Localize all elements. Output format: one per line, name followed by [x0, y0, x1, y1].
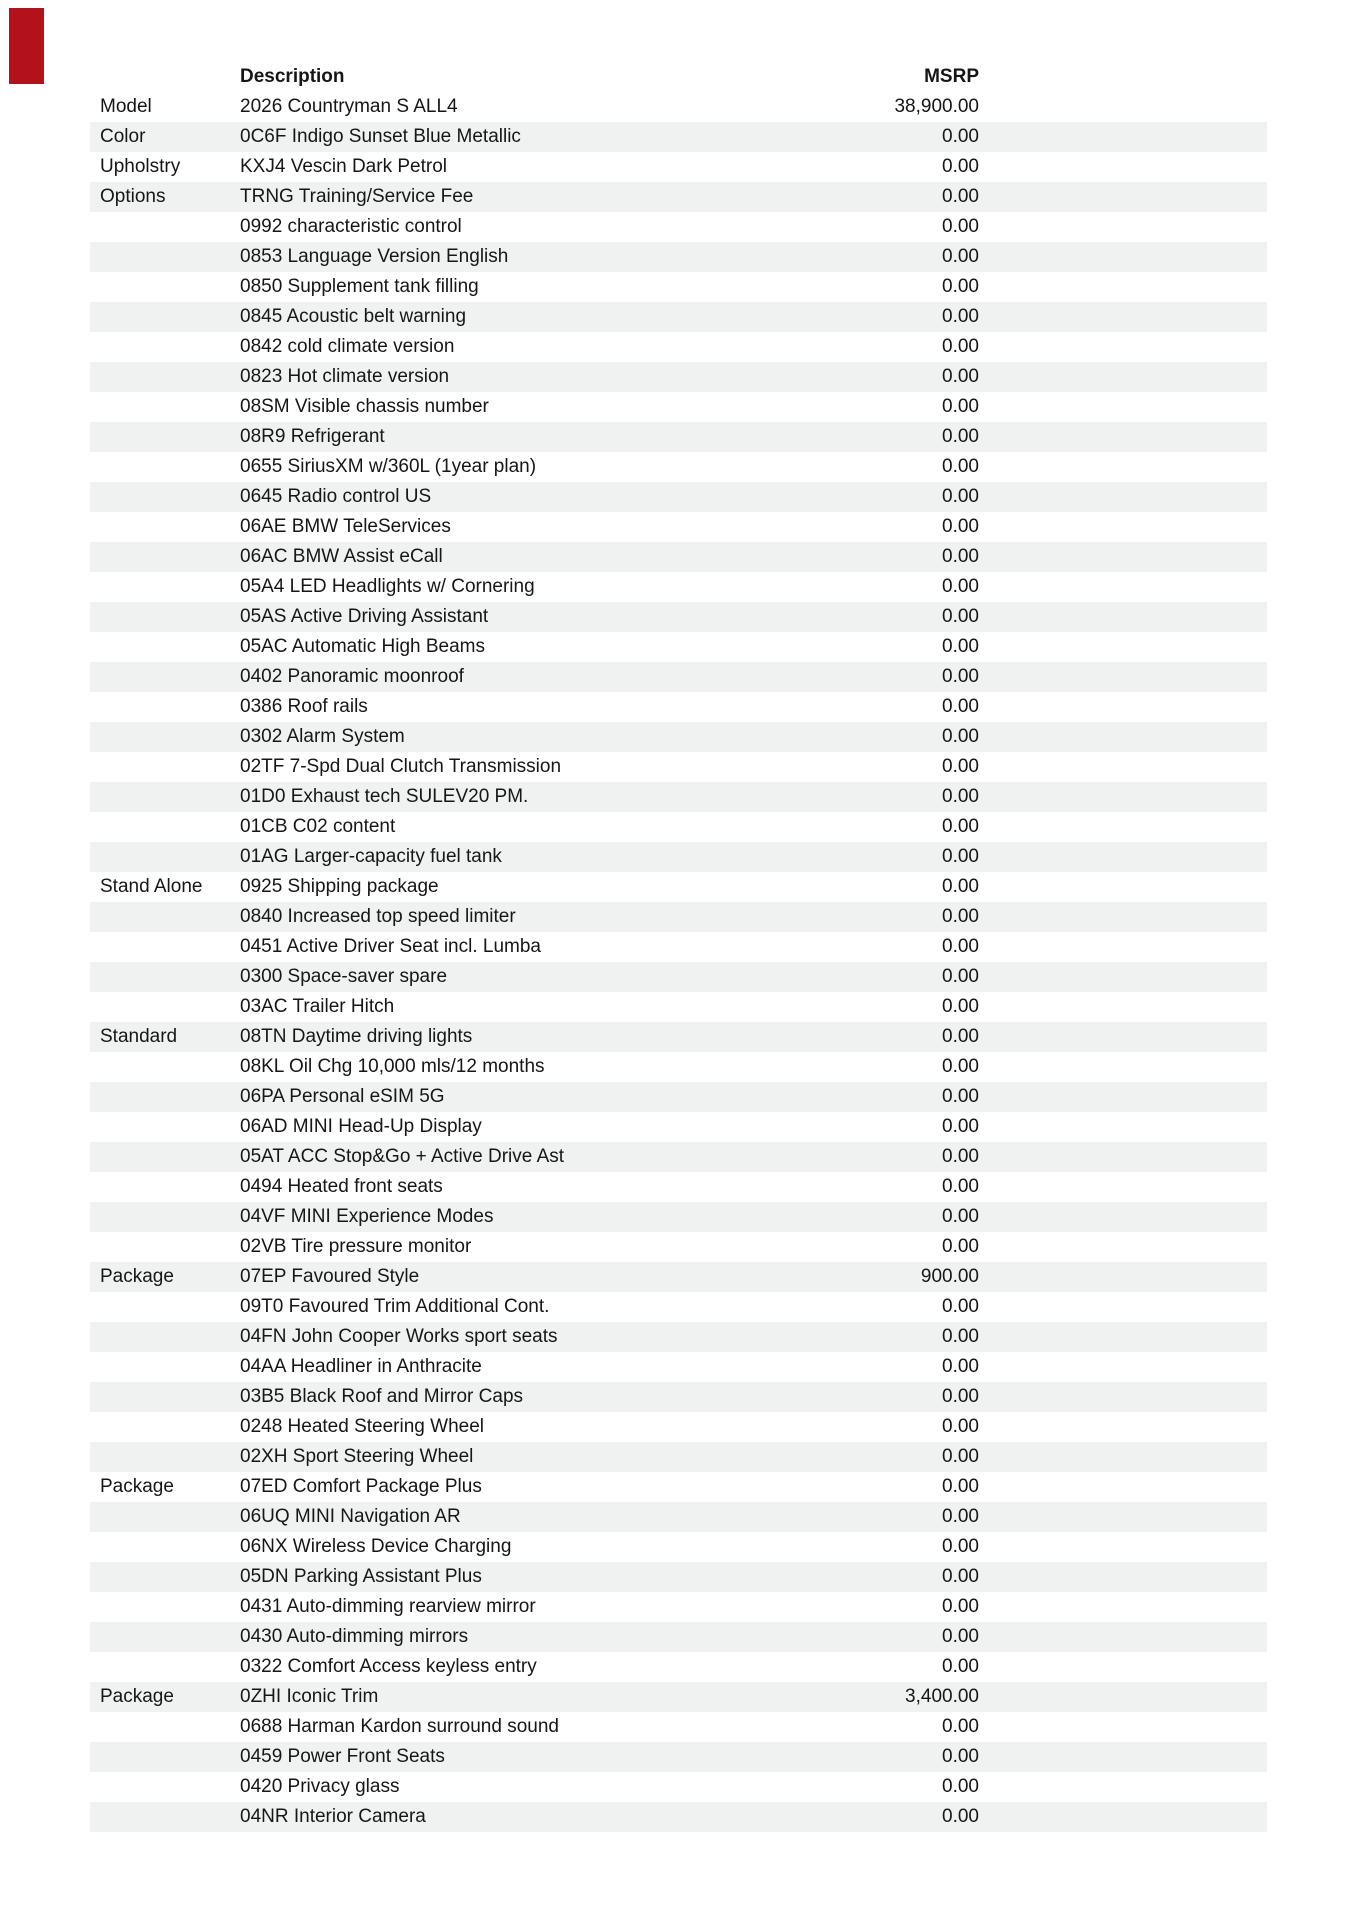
row-description: 0431 Auto-dimming rearview mirror [240, 1596, 536, 1617]
row-msrp-value: 0.00 [942, 1476, 979, 1497]
row-msrp-value: 900.00 [920, 1266, 979, 1287]
table-row [90, 632, 1267, 662]
table-row [90, 1442, 1267, 1472]
row-description: 0C6F Indigo Sunset Blue Metallic [240, 126, 521, 147]
row-description: 02VB Tire pressure monitor [240, 1236, 472, 1257]
row-msrp-value: 0.00 [942, 1536, 979, 1557]
table-row [90, 752, 1267, 782]
table-row [90, 932, 1267, 962]
msrp-column-header: MSRP [924, 66, 979, 87]
row-category-label: Standard [100, 1026, 178, 1047]
row-category-label: Package [100, 1686, 174, 1707]
table-row [90, 362, 1267, 392]
table-row [90, 1052, 1267, 1082]
row-description: 01D0 Exhaust tech SULEV20 PM. [240, 786, 529, 807]
redaction-box [9, 8, 44, 84]
row-description: 03AC Trailer Hitch [240, 996, 395, 1017]
table-row [90, 572, 1267, 602]
table-row [90, 1772, 1267, 1802]
row-msrp-value: 0.00 [942, 666, 979, 687]
table-body [90, 92, 1267, 1832]
row-msrp-value: 0.00 [942, 1416, 979, 1437]
row-description: 0420 Privacy glass [240, 1776, 400, 1797]
row-msrp-value: 38,900.00 [894, 96, 979, 117]
row-description: 05AC Automatic High Beams [240, 636, 486, 657]
row-msrp-value: 0.00 [942, 846, 979, 867]
row-msrp-value: 0.00 [942, 786, 979, 807]
description-column-header: Description [240, 66, 345, 87]
table-row [90, 962, 1267, 992]
table-row [90, 1352, 1267, 1382]
row-description: 0853 Language Version English [240, 246, 509, 267]
row-description: 02XH Sport Steering Wheel [240, 1446, 474, 1467]
table-row [90, 542, 1267, 572]
row-msrp-value: 0.00 [942, 1026, 979, 1047]
row-description: 05A4 LED Headlights w/ Cornering [240, 576, 535, 597]
row-description: 0925 Shipping package [240, 876, 439, 897]
table-row [90, 1622, 1267, 1652]
row-description: 2026 Countryman S ALL4 [240, 96, 458, 117]
row-msrp-value: 0.00 [942, 636, 979, 657]
row-description: 0451 Active Driver Seat incl. Lumba [240, 936, 541, 957]
table-row [90, 1652, 1267, 1682]
table-row [90, 902, 1267, 932]
row-msrp-value: 0.00 [942, 366, 979, 387]
table-row [90, 482, 1267, 512]
row-description: 04AA Headliner in Anthracite [240, 1356, 482, 1377]
row-msrp-value: 0.00 [942, 1716, 979, 1737]
table-row [90, 842, 1267, 872]
table-row [90, 392, 1267, 422]
row-category-label: Color [100, 126, 146, 147]
table-row [90, 602, 1267, 632]
row-msrp-value: 0.00 [942, 936, 979, 957]
table-row [90, 1022, 1267, 1052]
row-description: 0645 Radio control US [240, 486, 432, 507]
row-description: 07ED Comfort Package Plus [240, 1476, 482, 1497]
table-row [90, 812, 1267, 842]
row-msrp-value: 0.00 [942, 1356, 979, 1377]
row-msrp-value: 0.00 [942, 216, 979, 237]
row-msrp-value: 0.00 [942, 1386, 979, 1407]
row-description: 01AG Larger-capacity fuel tank [240, 846, 502, 867]
row-msrp-value: 0.00 [942, 876, 979, 897]
row-msrp-value: 0.00 [942, 1326, 979, 1347]
row-msrp-value: 0.00 [942, 1086, 979, 1107]
row-msrp-value: 0.00 [942, 726, 979, 747]
table-row [90, 302, 1267, 332]
table-row [90, 992, 1267, 1022]
row-msrp-value: 0.00 [942, 966, 979, 987]
table-row [90, 422, 1267, 452]
row-msrp-value: 0.00 [942, 996, 979, 1017]
row-description: 04NR Interior Camera [240, 1806, 426, 1827]
table-row [90, 1562, 1267, 1592]
row-description: 0494 Heated front seats [240, 1176, 443, 1197]
row-description: 0322 Comfort Access keyless entry [240, 1656, 537, 1677]
row-description: 06PA Personal eSIM 5G [240, 1086, 445, 1107]
row-msrp-value: 0.00 [942, 1776, 979, 1797]
row-msrp-value: 0.00 [942, 816, 979, 837]
row-msrp-value: 0.00 [942, 1506, 979, 1527]
table-row [90, 122, 1267, 152]
row-msrp-value: 0.00 [942, 1566, 979, 1587]
row-msrp-value: 0.00 [942, 516, 979, 537]
row-msrp-value: 3,400.00 [905, 1686, 979, 1707]
row-category-label: Stand Alone [100, 876, 203, 897]
row-msrp-value: 0.00 [942, 276, 979, 297]
row-description: 0842 cold climate version [240, 336, 455, 357]
row-description: 0840 Increased top speed limiter [240, 906, 516, 927]
row-description: 06AE BMW TeleServices [240, 516, 451, 537]
row-msrp-value: 0.00 [942, 756, 979, 777]
row-msrp-value: 0.00 [942, 1206, 979, 1227]
row-msrp-value: 0.00 [942, 1296, 979, 1317]
row-msrp-value: 0.00 [942, 246, 979, 267]
table-row [90, 512, 1267, 542]
table-row [90, 1082, 1267, 1112]
table-header-row [90, 62, 1267, 92]
row-msrp-value: 0.00 [942, 906, 979, 927]
row-description: 0823 Hot climate version [240, 366, 450, 387]
table-row [90, 1532, 1267, 1562]
row-description: 0850 Supplement tank filling [240, 276, 479, 297]
row-category-label: Package [100, 1266, 174, 1287]
row-description: 05AT ACC Stop&Go + Active Drive Ast [240, 1146, 565, 1167]
row-description: 0386 Roof rails [240, 696, 368, 717]
row-msrp-value: 0.00 [942, 1176, 979, 1197]
row-msrp-value: 0.00 [942, 126, 979, 147]
row-msrp-value: 0.00 [942, 396, 979, 417]
row-description: 02TF 7-Spd Dual Clutch Transmission [240, 756, 562, 777]
row-description: 0302 Alarm System [240, 726, 405, 747]
table-row [90, 1802, 1267, 1832]
table-row [90, 1292, 1267, 1322]
table-row [90, 1262, 1267, 1292]
table-row [90, 722, 1267, 752]
row-description: 04VF MINI Experience Modes [240, 1206, 494, 1227]
table-row [90, 1682, 1267, 1712]
row-description: 05DN Parking Assistant Plus [240, 1566, 482, 1587]
row-msrp-value: 0.00 [942, 486, 979, 507]
table-row [90, 452, 1267, 482]
row-description: 0ZHI Iconic Trim [240, 1686, 379, 1707]
table-row [90, 92, 1267, 122]
row-description: 0430 Auto-dimming mirrors [240, 1626, 469, 1647]
row-description: 0402 Panoramic moonroof [240, 666, 464, 687]
row-msrp-value: 0.00 [942, 426, 979, 447]
table-row [90, 212, 1267, 242]
row-msrp-value: 0.00 [942, 1806, 979, 1827]
row-description: 06AC BMW Assist eCall [240, 546, 443, 567]
row-description: TRNG Training/Service Fee [240, 186, 474, 207]
table-row [90, 692, 1267, 722]
row-msrp-value: 0.00 [942, 696, 979, 717]
row-category-label: Options [100, 186, 166, 207]
row-description: 0459 Power Front Seats [240, 1746, 445, 1767]
row-msrp-value: 0.00 [942, 1116, 979, 1137]
row-category-label: Upholstry [100, 156, 181, 177]
row-msrp-value: 0.00 [942, 1596, 979, 1617]
row-description: 07EP Favoured Style [240, 1266, 420, 1287]
row-description: 09T0 Favoured Trim Additional Cont. [240, 1296, 550, 1317]
row-description: 08SM Visible chassis number [240, 396, 489, 417]
row-msrp-value: 0.00 [942, 1056, 979, 1077]
row-description: 06AD MINI Head-Up Display [240, 1116, 482, 1137]
table-row [90, 1172, 1267, 1202]
row-description: 0655 SiriusXM w/360L (1year plan) [240, 456, 537, 477]
row-description: 0845 Acoustic belt warning [240, 306, 467, 327]
row-description: 04FN John Cooper Works sport seats [240, 1326, 558, 1347]
row-msrp-value: 0.00 [942, 186, 979, 207]
table-row [90, 152, 1267, 182]
table-row [90, 182, 1267, 212]
row-msrp-value: 0.00 [942, 1146, 979, 1167]
row-description: 08TN Daytime driving lights [240, 1026, 473, 1047]
row-msrp-value: 0.00 [942, 546, 979, 567]
row-description: KXJ4 Vescin Dark Petrol [240, 156, 447, 177]
row-description: 0300 Space-saver spare [240, 966, 448, 987]
table-row [90, 1112, 1267, 1142]
table-row [90, 1742, 1267, 1772]
table-row [90, 1592, 1267, 1622]
row-description: 01CB C02 content [240, 816, 396, 837]
row-description: 06NX Wireless Device Charging [240, 1536, 512, 1557]
row-description: 0992 characteristic control [240, 216, 462, 237]
table-row [90, 662, 1267, 692]
table-row [90, 1412, 1267, 1442]
table-row [90, 1232, 1267, 1262]
table-row [90, 332, 1267, 362]
table-row [90, 1712, 1267, 1742]
row-msrp-value: 0.00 [942, 336, 979, 357]
table-row [90, 1202, 1267, 1232]
row-description: 0248 Heated Steering Wheel [240, 1416, 484, 1437]
row-description: 0688 Harman Kardon surround sound [240, 1716, 559, 1737]
table-row [90, 1472, 1267, 1502]
row-msrp-value: 0.00 [942, 1446, 979, 1467]
row-msrp-value: 0.00 [942, 576, 979, 597]
row-msrp-value: 0.00 [942, 1236, 979, 1257]
row-msrp-value: 0.00 [942, 1626, 979, 1647]
table-row [90, 1502, 1267, 1532]
row-description: 06UQ MINI Navigation AR [240, 1506, 461, 1527]
row-description: 08KL Oil Chg 10,000 mls/12 months [240, 1056, 545, 1077]
table-row [90, 1322, 1267, 1352]
row-msrp-value: 0.00 [942, 1746, 979, 1767]
table-row [90, 272, 1267, 302]
table-row [90, 872, 1267, 902]
row-description: 03B5 Black Roof and Mirror Caps [240, 1386, 524, 1407]
row-msrp-value: 0.00 [942, 1656, 979, 1677]
table-row [90, 242, 1267, 272]
table-row [90, 782, 1267, 812]
pricing-table [90, 62, 1267, 1832]
row-category-label: Model [100, 96, 152, 117]
table-row [90, 1142, 1267, 1172]
row-category-label: Package [100, 1476, 174, 1497]
row-description: 08R9 Refrigerant [240, 426, 385, 447]
row-description: 05AS Active Driving Assistant [240, 606, 489, 627]
table-row [90, 1382, 1267, 1412]
row-msrp-value: 0.00 [942, 306, 979, 327]
row-msrp-value: 0.00 [942, 156, 979, 177]
row-msrp-value: 0.00 [942, 456, 979, 477]
row-msrp-value: 0.00 [942, 606, 979, 627]
